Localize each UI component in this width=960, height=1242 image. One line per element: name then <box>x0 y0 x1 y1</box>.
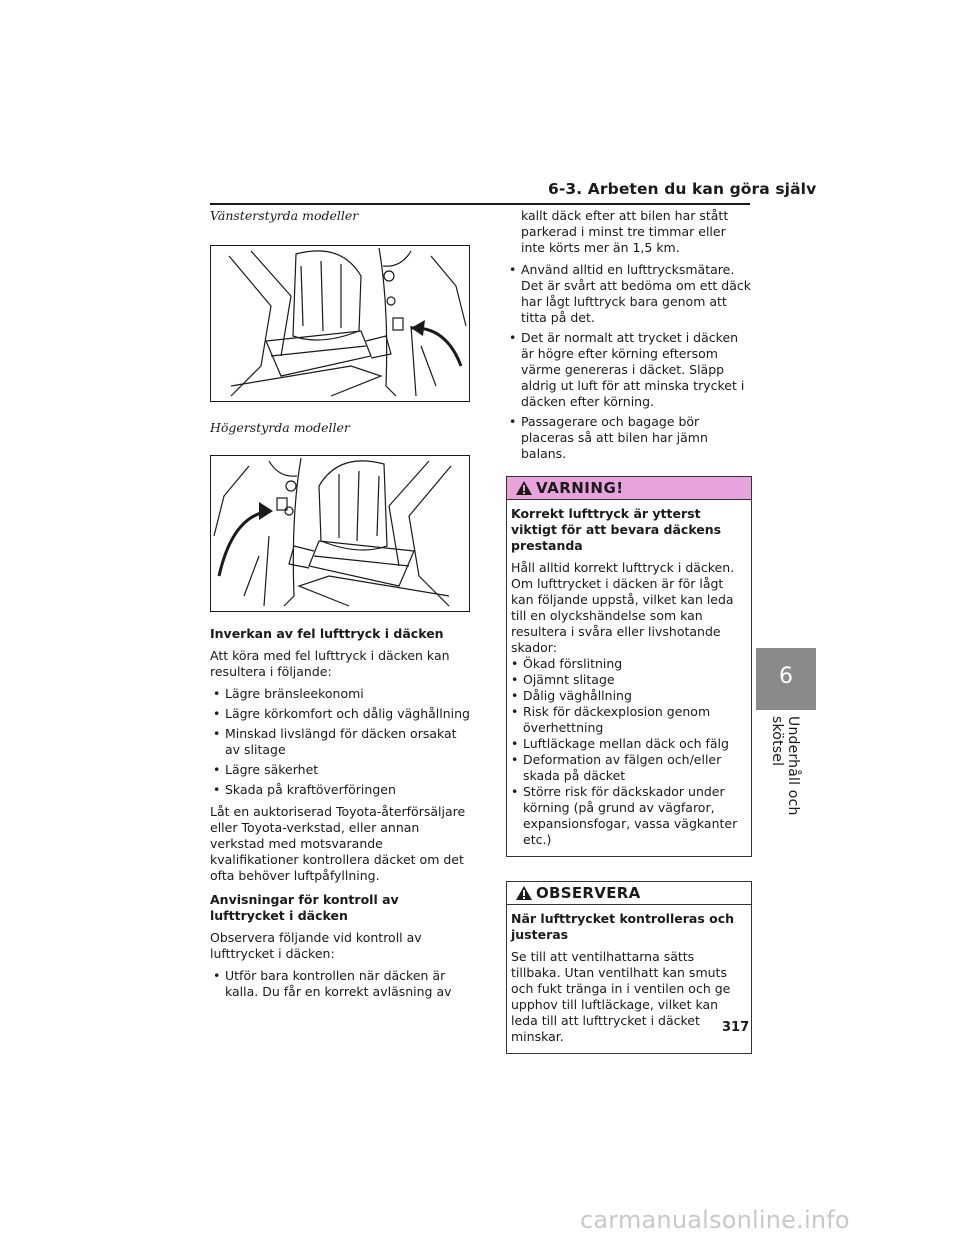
footer-watermark: carmanualsonline.info <box>580 1206 850 1234</box>
chapter-side-label: Underhåll och skötsel <box>769 716 801 816</box>
right-column <box>506 208 752 1054</box>
warning-box <box>506 476 752 857</box>
list-item: • Minskad livslängd för däcken orsakat av slitage <box>210 726 470 758</box>
instruction-continuation: kallt däck efter att bilen har stått parkerad i minst tre timmar eller inte körts mer än 1,5 km. <box>521 208 729 255</box>
list-item: • Det är normalt att trycket i däcken är högre efter körning eftersom värme genereras i däcket. Släpp aldrig ut luft för att minska trycket i däcken efter körning. <box>506 330 752 410</box>
warning-subheading: Korrekt lufttryck är ytterst viktigt för att bevara däckens prestanda <box>511 506 722 553</box>
header-rule <box>210 203 750 205</box>
list-item: • Skada på kraftöverföringen <box>210 782 470 798</box>
list-item: • Passagerare och bagage bör placeras så att bilen har jämn balans. <box>506 414 752 462</box>
list-item: • Använd alltid en lufttrycksmätare. Det är svårt att bedöma om ett däck har lågt lufttryck bara genom att titta på det. <box>506 262 752 326</box>
list-item: • Större risk för däckskador under körning (på grund av vägfaror, expansionsfogar, vassa vägkanter etc.) <box>508 784 747 848</box>
warning-triangle-icon <box>515 480 533 496</box>
section-header-title: 6-3. Arbeten du kan göra själv <box>548 180 817 198</box>
list-item: • Ojämnt slitage <box>508 672 747 688</box>
heading-instructions: Anvisningar för kontroll av lufttrycket i däcken <box>210 892 399 923</box>
effect-intro: Att köra med fel lufttryck i däcken kan resultera i följande: <box>210 648 450 679</box>
instruction-list <box>506 262 752 462</box>
list-item: • Risk för däckexplosion genom överhettning <box>508 704 747 736</box>
notice-text: Se till att ventilhattarna sätts tillbaka. Utan ventilhatt kan smuts och fukt tränga in i ventilen och ge upphov till luftläckage, vilket kan leda till att lufttrycket i däcket minskar. <box>511 949 731 1044</box>
caption-rhd: Högerstyrda modeller <box>210 420 350 435</box>
warning-title: VARNING! <box>536 479 624 497</box>
notice-title: OBSERVERA <box>536 884 641 902</box>
figure-lhd-door-label <box>210 245 470 402</box>
notice-box <box>506 881 752 1054</box>
caption-lhd: Vänsterstyrda modeller <box>210 208 359 223</box>
notice-header <box>507 882 751 905</box>
dealer-note: Låt en auktoriserad Toyota-återförsäljare eller Toyota-verkstad, eller annan verkstad med motsvarande kvalifikationer kontrollera däcket om det ofta behöver luftpåfyllning. <box>210 804 466 883</box>
list-item: • Deformation av fälgen och/eller skada på däcket <box>508 752 747 784</box>
warning-list <box>508 656 747 848</box>
list-item: • Luftläckage mellan däck och fälg <box>508 736 747 752</box>
heading-incorrect-pressure: Inverkan av fel lufttryck i däcken <box>210 626 444 641</box>
instruction-list-start <box>210 968 470 1000</box>
instructions-intro: Observera följande vid kontroll av lufttrycket i däcken: <box>210 930 422 961</box>
list-item: • Utför bara kontrollen när däcken är kalla. Du får en korrekt avläsning av <box>210 968 470 1000</box>
notice-triangle-icon <box>515 885 533 901</box>
list-item: • Dålig väghållning <box>508 688 747 704</box>
notice-body <box>507 905 751 1053</box>
page-number: 317 <box>722 1020 750 1035</box>
figure-rhd-door-label <box>210 455 470 612</box>
list-item: • Lägre säkerhet <box>210 762 470 778</box>
warning-header <box>507 477 751 500</box>
left-column <box>210 208 470 1004</box>
chapter-number: 6 <box>779 664 793 689</box>
list-item: • Ökad förslitning <box>508 656 747 672</box>
notice-subheading: När lufttrycket kontrolleras och justeras <box>511 911 735 942</box>
warning-intro: Håll alltid korrekt lufttryck i däcken. Om lufttrycket i däcken är för lågt kan följande uppstå, vilket kan leda till en olyckshändelse som kan resultera i svåra eller livshotande skador: <box>511 560 735 655</box>
effect-list <box>210 686 470 798</box>
chapter-side-tab <box>756 648 816 710</box>
list-item: • Lägre körkomfort och dålig väghållning <box>210 706 470 722</box>
warning-body <box>507 500 751 856</box>
list-item: • Lägre bränsleekonomi <box>210 686 470 702</box>
